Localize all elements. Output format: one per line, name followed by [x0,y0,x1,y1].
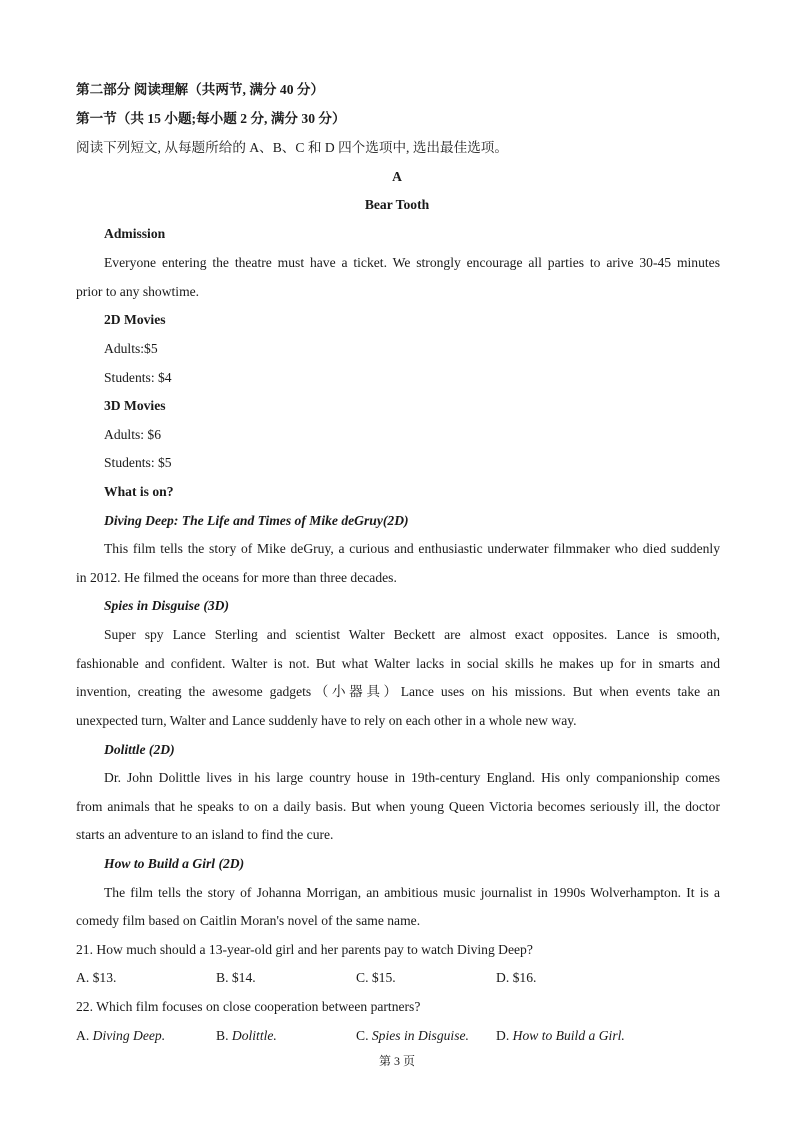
film-2-desc-line-3: invention, creating the awesome gadgets（小器具）Lance uses on his missions. But when events take an [76,684,720,699]
question-22-option-c: C. Spies in Disguise. [356,1028,469,1043]
film-2-desc-line-1: Super spy Lance Sterling and scientist Walter Beckett are almost exact opposites. Lance is smooth, [104,627,720,642]
passage-title: Bear Tooth [364,197,430,212]
film-1-desc-line-1: This film tells the story of Mike deGruy, a curious and enthusiastic underwater filmmaker who died suddenly [104,541,720,556]
film-2-desc-line-4: unexpected turn, Walter and Lance suddenly have to rely on each other in a whole new way. [76,713,577,728]
question-21-option-c: C. $15. [356,970,396,985]
film-3-desc-line-3: starts an adventure to an island to find the cure. [76,827,334,842]
film-3-desc-line-2: from animals that he speaks to on a daily basis. But when young Queen Victoria becomes seriously ill, the doctor [76,799,720,814]
film-4-desc-line-1: The film tells the story of Johanna Morrigan, an ambitious music journalist in 1990s Wolverhampton. It is a [104,885,720,900]
question-21-option-d: D. $16. [496,970,537,985]
movies-2d-adults-price: Adults:$5 [104,341,158,356]
film-4-desc-line-2: comedy film based on Caitlin Moran's novel of the same name. [76,913,421,928]
film-3-desc-line-1: Dr. John Dolittle lives in his large country house in 19th-century England. His only companionship comes [104,770,720,785]
section-heading: 第一节（共 15 小题;每小题 2 分, 满分 30 分） [76,111,346,126]
admission-text-line-2: prior to any showtime. [76,284,200,299]
movies-2d-students-price: Students: $4 [104,370,172,385]
question-22-option-b: B. Dolittle. [216,1028,277,1043]
film-2-desc-line-2: fashionable and confident. Walter is not. But what Walter lacks in social skills he makes up for in smarts and [76,656,720,671]
film-2-title: Spies in Disguise (3D) [104,598,229,613]
admission-heading: Admission [104,226,166,241]
part-heading: 第二部分 阅读理解（共两节, 满分 40 分） [76,82,325,97]
admission-text-line-1: Everyone entering the theatre must have a ticket. We strongly encourage all parties to arive 30-45 minutes [104,255,720,270]
question-21-stem: 21. How much should a 13-year-old girl and her parents pay to watch Diving Deep? [76,942,533,957]
movies-2d-heading: 2D Movies [104,312,166,327]
whats-on-heading: What is on? [104,484,174,499]
question-22-option-d: D. How to Build a Girl. [496,1028,625,1043]
instructions: 阅读下列短文, 从每题所给的 A、B、C 和 D 四个选项中, 选出最佳选项。 [76,140,508,155]
question-21-option-a: A. $13. [76,970,117,985]
film-3-title: Dolittle (2D) [104,742,175,757]
movies-3d-heading: 3D Movies [104,398,166,413]
question-22-stem: 22. Which film focuses on close cooperation between partners? [76,999,421,1014]
question-22-option-a: A. Diving Deep. [76,1028,166,1043]
film-1-desc-line-2: in 2012. He filmed the oceans for more than three decades. [76,570,397,585]
film-4-title: How to Build a Girl (2D) [104,856,245,871]
film-1-title: Diving Deep: The Life and Times of Mike deGruy(2D) [104,513,409,528]
passage-label: A [392,169,402,184]
page-number: 第 3 页 [378,1054,415,1068]
movies-3d-students-price: Students: $5 [104,455,172,470]
movies-3d-adults-price: Adults: $6 [104,427,162,442]
question-21-option-b: B. $14. [216,970,256,985]
